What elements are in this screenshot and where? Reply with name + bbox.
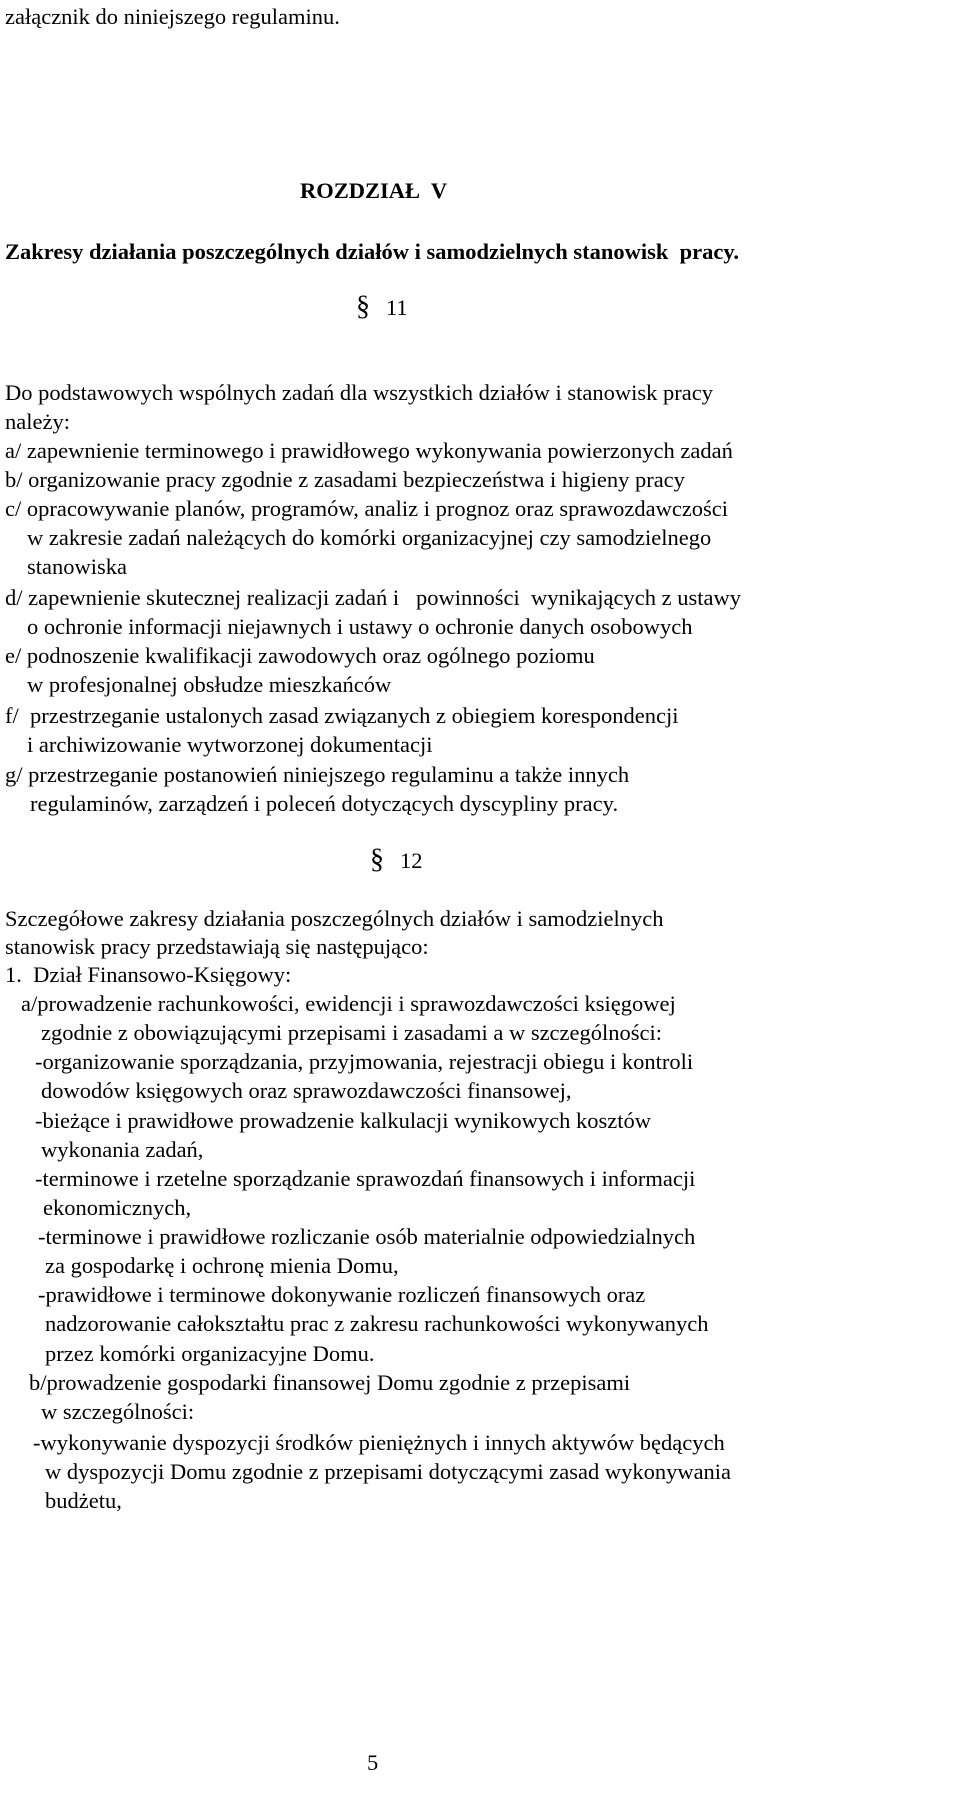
page-number: 5 <box>367 1750 379 1775</box>
section-11-line: e/ podnoszenie kwalifikacji zawodowych oraz ogólnego poziomu <box>5 643 595 668</box>
section-11-line: i archiwizowanie wytworzonej dokumentacji <box>27 732 433 757</box>
section-12-line: w dyspozycji Domu zgodnie z przepisami dotyczącymi zasad wykonywania <box>45 1459 732 1484</box>
section-11-line: f/ przestrzeganie ustalonych zasad związanych z obiegiem korespondencji <box>5 703 679 728</box>
section-11-line: a/ zapewnienie terminowego i prawidłowego wykonywania powierzonych zadań <box>5 438 733 463</box>
intro-line: załącznik do niniejszego regulaminu. <box>5 4 340 29</box>
section-11-line: o ochronie informacji niejawnych i ustawy o ochronie danych osobowych <box>27 614 693 639</box>
section-12-line: w szczególności: <box>41 1399 195 1424</box>
section-11-line: Do podstawowych wspólnych zadań dla wszystkich działów i stanowisk pracy <box>5 380 713 405</box>
section-11-line: należy: <box>5 409 70 434</box>
section-12-line: przez komórki organizacyjne Domu. <box>45 1341 375 1366</box>
section-12-line: a/prowadzenie rachunkowości, ewidencji i sprawozdawczości księgowej <box>21 991 676 1016</box>
section-12-line: -prawidłowe i terminowe dokonywanie rozliczeń finansowych oraz <box>38 1282 646 1307</box>
section-12-line: -wykonywanie dyspozycji środków pieniężnych i innych aktywów będących <box>33 1430 725 1455</box>
section-12-line: Szczegółowe zakresy działania poszczególnych działów i samodzielnych <box>5 906 664 931</box>
section-11-line: d/ zapewnienie skutecznej realizacji zadań i powinności wynikających z ustawy <box>5 585 741 610</box>
section-11-line: w zakresie zadań należących do komórki organizacyjnej czy samodzielnego <box>27 525 712 550</box>
section-12-line: wykonania zadań, <box>41 1137 204 1162</box>
section-12-line: b/prowadzenie gospodarki finansowej Domu zgodnie z przepisami <box>29 1370 631 1395</box>
section-12-line: dowodów księgowych oraz sprawozdawczości finansowej, <box>41 1078 572 1103</box>
section-11-line: stanowiska <box>27 554 127 579</box>
section-12-line: -terminowe i rzetelne sporządzanie sprawozdań finansowych i informacji <box>35 1166 696 1191</box>
section-number-11: 11 <box>386 295 408 320</box>
section-11-line: c/ opracowywanie planów, programów, analiz i prognoz oraz sprawozdawczości <box>5 496 729 521</box>
section-12-line: ekonomicznych, <box>43 1195 192 1220</box>
chapter-title: ROZDZIAŁ V <box>300 178 448 203</box>
section-sign-12: § <box>370 844 384 875</box>
section-12-line: stanowisk pracy przedstawiają się następująco: <box>5 934 429 959</box>
section-12-line: za gospodarkę i ochronę mienia Domu, <box>45 1253 399 1278</box>
section-11-line: b/ organizowanie pracy zgodnie z zasadami bezpieczeństwa i higieny pracy <box>5 467 685 492</box>
section-11-line: regulaminów, zarządzeń i poleceń dotyczących dyscypliny pracy. <box>30 791 619 816</box>
section-12-line: -organizowanie sporządzania, przyjmowania, rejestracji obiegu i kontroli <box>35 1049 694 1074</box>
section-sign-11: § <box>356 291 370 322</box>
section-number-12: 12 <box>400 848 423 873</box>
section-12-line: 1. Dział Finansowo-Księgowy: <box>5 962 292 987</box>
section-11-line: g/ przestrzeganie postanowień niniejszego regulaminu a także innych <box>5 762 630 787</box>
section-12-line: zgodnie z obowiązującymi przepisami i zasadami a w szczególności: <box>41 1020 663 1045</box>
section-12-line: nadzorowanie całokształtu prac z zakresu rachunkowości wykonywanych <box>45 1311 709 1336</box>
section-11-line: w profesjonalnej obsłudze mieszkańców <box>27 672 392 697</box>
section-12-line: -bieżące i prawidłowe prowadzenie kalkulacji wynikowych kosztów <box>35 1108 652 1133</box>
section-12-line: budżetu, <box>45 1488 122 1513</box>
chapter-subtitle: Zakresy działania poszczególnych działów i samodzielnych stanowisk pracy. <box>5 239 739 264</box>
section-12-line: -terminowe i prawidłowe rozliczanie osób materialnie odpowiedzialnych <box>38 1224 696 1249</box>
